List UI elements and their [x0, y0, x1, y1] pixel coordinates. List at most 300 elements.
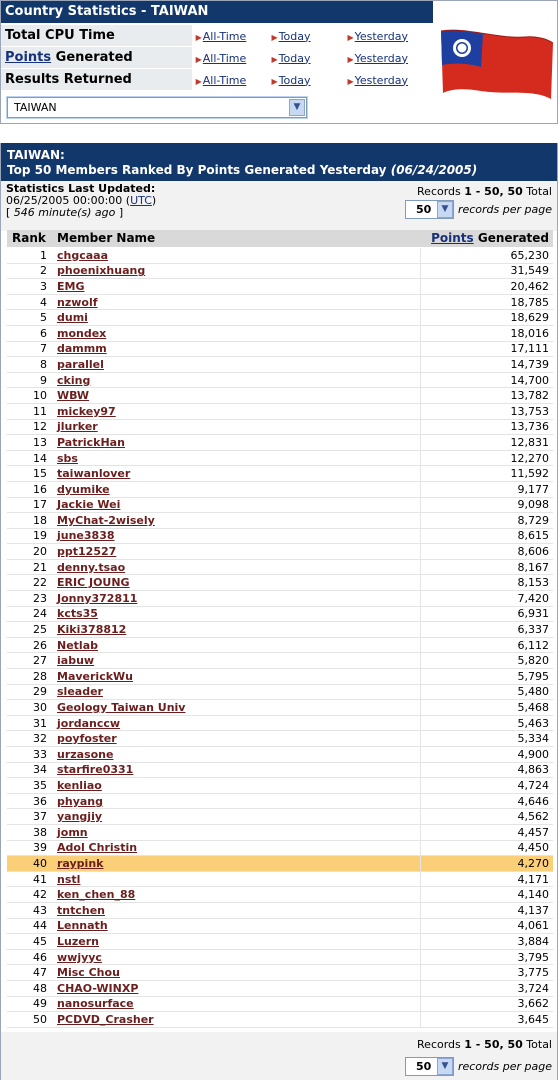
rank-cell: 47 [33, 966, 47, 980]
stat-label-cpu-time: Total CPU Time [1, 25, 192, 47]
member-name-link[interactable]: urzasone [57, 747, 114, 761]
points-sort-link[interactable]: Points [431, 231, 474, 245]
points-cell: 31,549 [510, 264, 549, 278]
member-name-link[interactable]: kenliao [57, 778, 102, 792]
member-name-link[interactable]: chgcaaa [57, 248, 109, 262]
member-name-link[interactable]: dyumike [57, 482, 110, 496]
points-cell: 5,820 [517, 654, 549, 668]
ranking-date: (06/24/2005) [390, 163, 478, 177]
table-row [7, 529, 553, 545]
member-name-link[interactable]: WBW [57, 389, 90, 403]
points-cell: 8,167 [517, 560, 549, 574]
arrow-right-icon: ▶ [195, 54, 202, 64]
chevron-down-icon[interactable]: ▼ [289, 99, 305, 116]
table-row [7, 700, 553, 716]
points-cell: 5,334 [517, 732, 549, 746]
table-row [7, 326, 553, 342]
points-cell: 5,480 [517, 685, 549, 699]
column-divider [420, 357, 421, 372]
column-divider [420, 622, 421, 637]
table-row [7, 887, 553, 903]
last-updated-value: 06/25/2005 00:00:00 [6, 194, 123, 207]
stats-footer [1, 1032, 557, 1080]
member-name-link[interactable]: jlurker [57, 420, 98, 434]
column-divider [420, 310, 421, 325]
column-divider [420, 669, 421, 684]
member-name-link[interactable]: iabuw [57, 654, 95, 668]
rank-cell: 15 [33, 467, 47, 481]
rank-cell: 49 [33, 997, 47, 1011]
column-divider [420, 513, 421, 528]
points-cell: 8,606 [517, 545, 549, 559]
rank-cell: 39 [33, 841, 47, 855]
rank-cell: 5 [40, 311, 47, 325]
cpu-alltime-link[interactable]: ▶All-Time [195, 29, 247, 43]
member-name-link[interactable]: nanosurface [57, 997, 134, 1011]
table-row [7, 841, 553, 857]
points-cell: 13,782 [510, 389, 549, 403]
table-row [7, 622, 553, 638]
column-divider [420, 997, 421, 1012]
points-today-link[interactable]: ▶Today [271, 51, 311, 65]
table-row [7, 466, 553, 482]
table-row [7, 1012, 553, 1028]
member-name-link[interactable]: EMG [57, 279, 85, 293]
table-row [7, 544, 553, 560]
rank-cell: 35 [33, 778, 47, 792]
points-cell: 14,739 [510, 357, 549, 371]
per-page-label: records per page [457, 203, 552, 216]
rank-cell: 14 [33, 451, 47, 465]
country-stats-panel [0, 0, 558, 124]
rank-cell: 46 [33, 950, 47, 964]
table-row [7, 342, 553, 358]
rank-cell: 37 [33, 810, 47, 824]
points-cell: 6,931 [517, 607, 549, 621]
points-cell: 9,098 [517, 498, 549, 512]
column-divider [420, 295, 421, 310]
points-cell: 4,900 [517, 747, 549, 761]
member-name-link[interactable]: tntchen [57, 903, 105, 917]
table-row [7, 513, 553, 529]
table-row [7, 653, 553, 669]
table-row [7, 997, 553, 1013]
points-cell: 20,462 [510, 279, 549, 293]
member-name-link[interactable]: sleader [57, 685, 103, 699]
utc-link[interactable]: UTC [130, 194, 152, 207]
table-row [7, 560, 553, 576]
taiwan-flag-icon [437, 25, 555, 103]
member-name-link[interactable]: CHAO-WINXP [57, 981, 139, 995]
points-cell: 9,177 [517, 482, 549, 496]
rank-cell: 28 [33, 669, 47, 683]
rank-cell: 11 [33, 404, 47, 418]
table-row [7, 638, 553, 654]
column-divider [420, 841, 421, 856]
column-divider [420, 607, 421, 622]
chevron-down-icon[interactable]: ▼ [437, 201, 453, 218]
stat-row-results [1, 69, 433, 91]
column-divider [420, 653, 421, 668]
column-divider [420, 435, 421, 450]
points-cell: 18,785 [510, 295, 549, 309]
column-divider [420, 326, 421, 341]
member-name-link[interactable]: june3838 [57, 529, 115, 543]
points-cell: 5,795 [517, 669, 549, 683]
minutes-ago: 546 minute(s) ago [13, 206, 116, 219]
rank-cell: 29 [33, 685, 47, 699]
table-row [7, 809, 553, 825]
member-name-link[interactable]: MyChat-2wisely [57, 513, 155, 527]
points-cell: 6,337 [517, 623, 549, 637]
member-name-link[interactable]: cking [57, 373, 91, 387]
points-help-link[interactable]: Points [5, 50, 52, 65]
results-yesterday-link[interactable]: ▶Yesterday [347, 73, 409, 87]
rank-cell: 42 [33, 888, 47, 902]
member-name-link[interactable]: ERIC JOUNG [57, 576, 130, 590]
arrow-right-icon: ▶ [347, 76, 354, 86]
table-row [7, 310, 553, 326]
column-divider [420, 887, 421, 902]
column-divider [420, 919, 421, 934]
points-cell: 3,775 [517, 966, 549, 980]
points-cell: 4,724 [517, 778, 549, 792]
member-name-link[interactable]: ppt12527 [57, 545, 117, 559]
rank-cell: 26 [33, 638, 47, 652]
table-row [7, 669, 553, 685]
table-row [7, 264, 553, 280]
points-cell: 4,171 [517, 872, 549, 886]
col-points: Points Generated [431, 231, 549, 245]
rank-cell: 20 [33, 545, 47, 559]
points-alltime-link[interactable]: ▶All-Time [195, 51, 247, 65]
points-cell: 12,831 [510, 435, 549, 449]
column-divider [420, 451, 421, 466]
column-divider [420, 373, 421, 388]
rank-cell: 50 [33, 1012, 47, 1026]
column-divider [420, 685, 421, 700]
rank-cell: 21 [33, 560, 47, 574]
column-divider [420, 498, 421, 513]
points-cell: 4,270 [517, 856, 549, 870]
points-cell: 8,729 [517, 513, 549, 527]
rank-cell: 36 [33, 794, 47, 808]
points-cell: 3,795 [517, 950, 549, 964]
ranking-title [1, 143, 557, 181]
column-divider [420, 747, 421, 762]
member-name-link[interactable]: phyang [57, 794, 104, 808]
member-name-link[interactable]: Luzern [57, 934, 99, 948]
rank-cell: 17 [33, 498, 47, 512]
column-divider [420, 778, 421, 793]
points-cell: 4,457 [517, 825, 549, 839]
ranking-table [7, 248, 553, 1028]
ranking-panel [0, 143, 558, 1080]
member-name-link[interactable]: Lennath [57, 919, 108, 933]
points-cell: 17,111 [510, 342, 549, 356]
member-name-link[interactable]: taiwanlover [57, 467, 131, 481]
points-cell: 3,884 [517, 934, 549, 948]
points-cell: 13,736 [510, 420, 549, 434]
table-row [7, 388, 553, 404]
table-row [7, 856, 553, 872]
member-name-link[interactable]: mondex [57, 326, 107, 340]
table-row [7, 731, 553, 747]
per-page-top [405, 200, 552, 219]
points-cell: 4,140 [517, 888, 549, 902]
column-divider [420, 466, 421, 481]
chevron-down-icon[interactable]: ▼ [437, 1058, 453, 1075]
rank-cell: 13 [33, 435, 47, 449]
member-name-link[interactable]: nstl [57, 872, 81, 886]
rank-cell: 48 [33, 981, 47, 995]
rank-cell: 27 [33, 654, 47, 668]
member-name-link[interactable]: ken_chen_88 [57, 888, 136, 902]
rank-cell: 25 [33, 623, 47, 637]
rank-cell: 40 [33, 856, 47, 870]
member-name-link[interactable]: Netlab [57, 638, 98, 652]
arrow-right-icon: ▶ [347, 54, 354, 64]
member-name-link[interactable]: Kiki378812 [57, 623, 127, 637]
table-row [7, 872, 553, 888]
points-cell: 4,863 [517, 763, 549, 777]
table-row [7, 685, 553, 701]
panel-title: Country Statistics - TAIWAN [1, 1, 433, 23]
column-divider [420, 934, 421, 949]
column-divider [420, 716, 421, 731]
per-page-label: records per page [457, 1060, 552, 1073]
rank-cell: 19 [33, 529, 47, 543]
table-row [7, 934, 553, 950]
table-row [7, 965, 553, 981]
column-divider [420, 1012, 421, 1027]
column-divider [420, 872, 421, 887]
column-divider [420, 482, 421, 497]
column-divider [420, 404, 421, 419]
column-divider [420, 763, 421, 778]
member-name-link[interactable]: yangjiy [57, 810, 103, 824]
column-divider [420, 420, 421, 435]
points-cell: 8,153 [517, 576, 549, 590]
points-cell: 13,753 [510, 404, 549, 418]
points-cell: 7,420 [517, 591, 549, 605]
column-divider [420, 809, 421, 824]
points-cell: 11,592 [510, 467, 549, 481]
results-alltime-link[interactable]: ▶All-Time [195, 73, 247, 87]
points-cell: 4,450 [517, 841, 549, 855]
rank-cell: 7 [40, 342, 47, 356]
column-divider [420, 638, 421, 653]
rank-cell: 8 [40, 357, 47, 371]
cpu-yesterday-link[interactable]: ▶Yesterday [347, 29, 409, 43]
ranking-title-country: TAIWAN: [7, 148, 65, 162]
rank-cell: 18 [33, 513, 47, 527]
rank-cell: 22 [33, 576, 47, 590]
member-name-link[interactable]: Geology Taiwan Univ [57, 701, 186, 715]
rank-cell: 32 [33, 732, 47, 746]
stat-label-points: Points Generated [1, 47, 192, 69]
table-row [7, 778, 553, 794]
rank-cell: 43 [33, 903, 47, 917]
table-row [7, 607, 553, 623]
points-cell: 5,468 [517, 701, 549, 715]
rank-cell: 23 [33, 591, 47, 605]
arrow-right-icon: ▶ [271, 76, 278, 86]
table-row [7, 451, 553, 467]
member-name-link[interactable]: MaverickWu [57, 669, 133, 683]
member-name-link[interactable]: raypink [57, 856, 104, 870]
column-divider [420, 560, 421, 575]
points-cell: 3,645 [517, 1012, 549, 1026]
table-row [7, 747, 553, 763]
column-divider [420, 903, 421, 918]
table-row [7, 248, 553, 264]
last-updated-label: Statistics Last Updated: [6, 182, 156, 195]
column-divider [420, 279, 421, 294]
member-name-link[interactable]: sbs [57, 451, 78, 465]
table-row [7, 981, 553, 997]
table-row [7, 357, 553, 373]
member-name-link[interactable]: Adol Christin [57, 841, 138, 855]
stat-row-cpu-time [1, 25, 433, 47]
member-name-link[interactable]: PatrickHan [57, 435, 125, 449]
member-name-link[interactable]: starfire0331 [57, 763, 134, 777]
points-cell: 4,646 [517, 794, 549, 808]
rank-cell: 33 [33, 747, 47, 761]
rank-cell: 12 [33, 420, 47, 434]
member-name-link[interactable]: PCDVD_Crasher [57, 1012, 154, 1026]
rank-cell: 6 [40, 326, 47, 340]
rank-cell: 9 [40, 373, 47, 387]
arrow-right-icon: ▶ [347, 32, 354, 42]
column-divider [420, 700, 421, 715]
member-name-link[interactable]: dammm [57, 342, 107, 356]
rank-cell: 44 [33, 919, 47, 933]
stats-meta: Statistics Last Updated: 06/25/2005 00:00:00 (UTC) [ 546 minute(s) ago ] Records 1 - 50, 50 Total 50 ▼ records per page [1, 181, 557, 231]
member-name-link[interactable]: mickey97 [57, 404, 116, 418]
table-row [7, 435, 553, 451]
points-cell: 14,700 [510, 373, 549, 387]
column-divider [420, 965, 421, 980]
member-name-link[interactable]: jordanccw [57, 716, 121, 730]
table-row [7, 575, 553, 591]
arrow-right-icon: ▶ [271, 32, 278, 42]
results-today-link[interactable]: ▶Today [271, 73, 311, 87]
member-name-link[interactable]: Misc Chou [57, 966, 120, 980]
rank-cell: 4 [40, 295, 47, 309]
table-row [7, 919, 553, 935]
rank-cell: 31 [33, 716, 47, 730]
country-select-value: TAIWAN [14, 101, 57, 114]
points-cell: 3,662 [517, 997, 549, 1011]
member-name-link[interactable]: Jackie Wei [57, 498, 121, 512]
column-divider [420, 248, 421, 263]
column-divider [420, 342, 421, 357]
column-divider [420, 544, 421, 559]
column-divider [420, 825, 421, 840]
table-row [7, 373, 553, 389]
points-cell: 3,724 [517, 981, 549, 995]
member-name-link[interactable]: Jonny372811 [57, 591, 138, 605]
ranking-title-text: Top 50 Members Ranked By Points Generated Yesterday [7, 163, 387, 177]
table-row [7, 950, 553, 966]
member-name-link[interactable]: dumi [57, 311, 88, 325]
points-cell: 12,270 [510, 451, 549, 465]
points-yesterday-link[interactable]: ▶Yesterday [347, 51, 409, 65]
arrow-right-icon: ▶ [271, 54, 278, 64]
member-name-link[interactable]: jomn [57, 825, 88, 839]
table-row [7, 498, 553, 514]
column-divider [420, 950, 421, 965]
points-cell: 18,016 [510, 326, 549, 340]
country-select[interactable] [7, 97, 307, 118]
table-row [7, 794, 553, 810]
per-page-select-bottom[interactable]: 50 ▼ [405, 1057, 454, 1076]
member-name-link[interactable]: kcts35 [57, 607, 98, 621]
col-member: Member Name [57, 231, 156, 245]
points-cell: 18,629 [510, 311, 549, 325]
column-divider [420, 529, 421, 544]
rank-cell: 16 [33, 482, 47, 496]
rank-cell: 45 [33, 934, 47, 948]
col-rank: Rank [12, 231, 46, 245]
records-info-bottom: Records 1 - 50, 50 Total [417, 1038, 552, 1051]
column-divider [420, 731, 421, 746]
points-cell: 6,112 [517, 638, 549, 652]
points-cell: 65,230 [510, 248, 549, 262]
table-header [7, 230, 553, 247]
per-page-select-top[interactable]: 50 ▼ [405, 200, 454, 219]
column-divider [420, 388, 421, 403]
table-row [7, 279, 553, 295]
rank-cell: 41 [33, 872, 47, 886]
member-name-link[interactable]: parallel [57, 357, 104, 371]
column-divider [420, 575, 421, 590]
points-cell: 4,137 [517, 903, 549, 917]
cpu-today-link[interactable]: ▶Today [271, 29, 311, 43]
arrow-right-icon: ▶ [195, 32, 202, 42]
table-row [7, 716, 553, 732]
member-name-link[interactable]: phoenixhuang [57, 264, 146, 278]
rank-cell: 3 [40, 279, 47, 293]
stat-label-results: Results Returned [1, 69, 192, 91]
member-name-link[interactable]: poyfoster [57, 732, 117, 746]
table-row [7, 591, 553, 607]
records-info-top: Records 1 - 50, 50 Total [417, 185, 552, 198]
points-cell: 8,615 [517, 529, 549, 543]
column-divider [420, 264, 421, 279]
table-row [7, 295, 553, 311]
rank-cell: 1 [40, 248, 47, 262]
member-name-link[interactable]: denny.tsao [57, 560, 126, 574]
per-page-bottom [405, 1057, 552, 1076]
arrow-right-icon: ▶ [195, 76, 202, 86]
member-name-link[interactable]: wwjyyc [57, 950, 102, 964]
column-divider [420, 856, 421, 871]
points-cell: 5,463 [517, 716, 549, 730]
table-row [7, 825, 553, 841]
rank-cell: 34 [33, 763, 47, 777]
table-row [7, 482, 553, 498]
stat-row-points [1, 47, 433, 69]
member-name-link[interactable]: nzwolf [57, 295, 98, 309]
column-divider [420, 591, 421, 606]
points-cell: 4,061 [517, 919, 549, 933]
rank-cell: 30 [33, 701, 47, 715]
column-divider [420, 981, 421, 996]
rank-cell: 10 [33, 389, 47, 403]
points-cell: 4,562 [517, 810, 549, 824]
